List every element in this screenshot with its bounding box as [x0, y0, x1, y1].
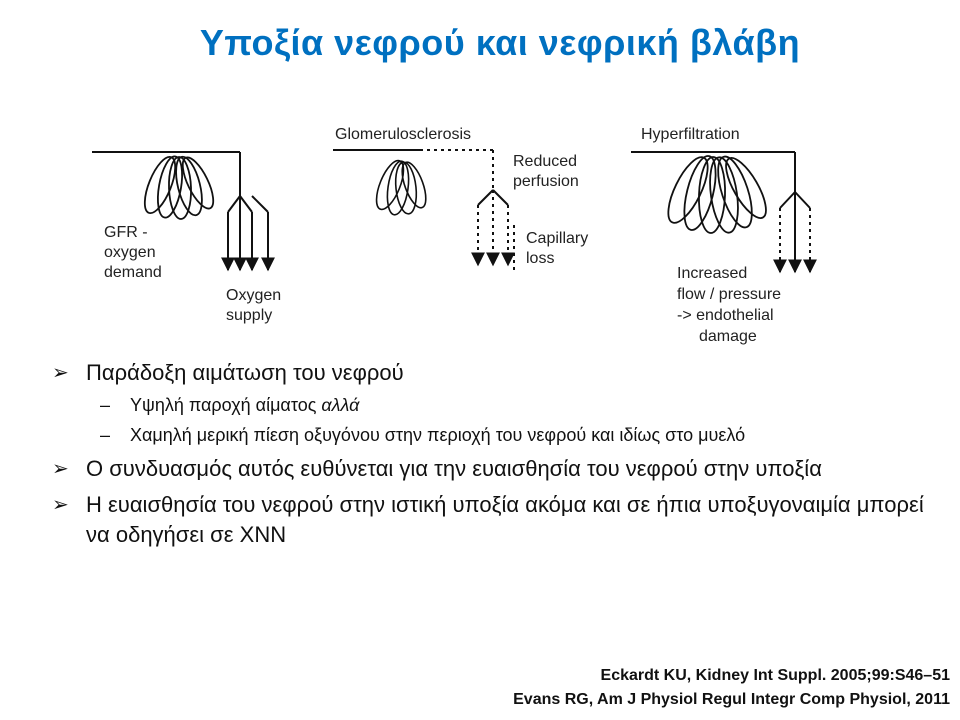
sub-bullet-item — [52, 392, 932, 418]
label-oxygen-supply: Oxygen supply — [226, 287, 282, 324]
reference-item: Eckardt KU, Kidney Int Suppl. 2005;99:S46–51 — [600, 667, 950, 684]
label-capillary-loss: Capillary loss — [526, 230, 589, 267]
bullet-list — [52, 352, 932, 550]
dotted-supply-arrows-icon — [478, 190, 514, 270]
damaged-supply-arrows-icon — [780, 192, 810, 272]
reference-item: Evans RG, Am J Physiol Regul Integr Comp Physiol, 2011 — [513, 691, 950, 708]
references — [513, 664, 950, 712]
bullet-text: Η ευαισθησία του νεφρού στην ιστική υποξία ακόμα και σε ήπια υποξυγοναιμία μπορεί να οδηγήσει σε ΧΝΝ — [86, 492, 924, 547]
dash-bullet-icon: – — [100, 425, 111, 445]
sub-bullet-text: Υψηλή παροχή αίματος — [130, 395, 322, 415]
label-reduced-perfusion: Reduced perfusion — [513, 153, 579, 190]
arrow-bullet-icon: ➢ — [52, 362, 69, 384]
panel-normal — [92, 152, 286, 324]
panel-title-hyperfiltration: Hyperfiltration — [641, 126, 740, 143]
bullet-text: Παράδοξη αιμάτωση του νεφρού — [86, 360, 404, 385]
label-increased-flow: Increased flow / pressure -> endothelial damage — [677, 265, 782, 345]
sub-bullet-item — [52, 422, 932, 448]
bullet-item — [52, 358, 932, 388]
label-gfr: GFR - oxygen demand — [104, 224, 162, 281]
bullet-item — [52, 454, 932, 484]
arrow-bullet-icon: ➢ — [52, 458, 69, 480]
bullet-item — [52, 490, 932, 550]
panel-hyperfiltration — [631, 126, 810, 345]
arrow-bullet-icon: ➢ — [52, 494, 69, 516]
dash-bullet-icon: – — [100, 395, 111, 415]
glomerulus-icon — [139, 153, 220, 219]
oxygen-supply-arrows-icon — [228, 196, 268, 270]
panel-glomerulosclerosis — [333, 126, 593, 270]
panel-title-glomerulosclerosis: Glomerulosclerosis — [335, 126, 472, 143]
slide-title: Υποξία νεφρού και νεφρική βλάβη — [199, 22, 801, 63]
sclerotic-glomerulus-icon — [371, 157, 431, 216]
bullet-text: Ο συνδυασμός αυτός ευθύνεται για την ευαισθησία του νεφρού στην υποξία — [86, 456, 822, 481]
sub-bullet-emphasis: αλλά — [321, 395, 360, 415]
enlarged-glomerulus-icon — [661, 152, 774, 234]
sub-bullet-text: Χαμηλή μερική πίεση οξυγόνου στην περιοχή του νεφρού και ιδίως στο μυελό — [130, 425, 746, 445]
